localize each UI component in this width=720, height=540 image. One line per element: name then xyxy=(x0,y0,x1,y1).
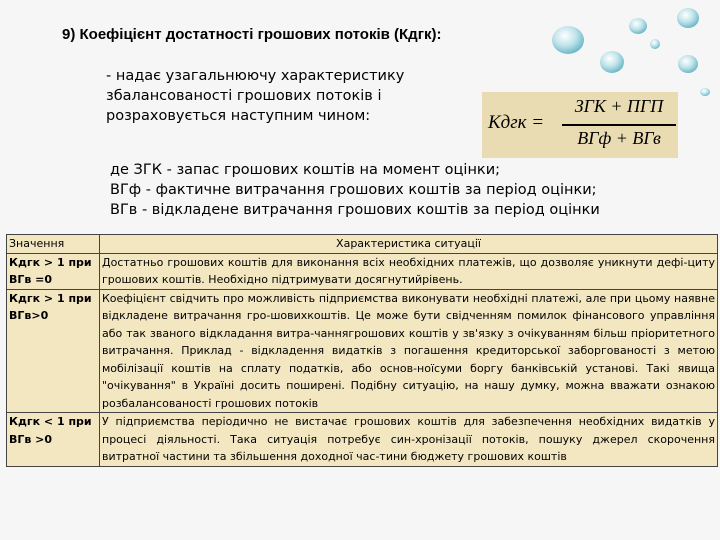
definition-item: ВГф - фактичне витрачання грошових коштів за період оцінки; xyxy=(110,182,597,198)
row-description: У підприємства періодично не вистачає грошових коштів для забезпечення необхідних видатків у процесі діяльності. Така ситуація потребує син-хронізації потоків, пошуку джерел скорочення витратної частини та збільшення доходної час-тини бюджету грошових коштів xyxy=(100,413,718,467)
intro-text: - надає узагальнюючу характеристику збалансованості грошових потоків і розраховується наступним чином: xyxy=(106,68,405,124)
table-row xyxy=(7,289,718,413)
row-condition: Кдгк > 1 при ВГв =0 xyxy=(7,253,100,289)
header-characteristic: Характеристика ситуації xyxy=(100,235,718,254)
water-drop xyxy=(700,88,710,96)
water-drop xyxy=(552,26,584,54)
row-description: Коефіцієнт свідчить про можливість підприємства виконувати необхідні платежі, але при цьому наявне відкладене витрачання гро-шовихкоштів. Це може бути свідченням помилок фінансового управління або так званого відкладання витра-чаннягрошових коштів у зв'язку з очікуванням більш пріоритетного витрачання. Приклад - відкладення видатків з погашення кредиторської заборгованості з метою мобілізації коштів на сплату податків, або основ-ноїсуми боргу банківській установі. Такі явища "очікування" в Україні досить поширені. Подібну ситуацію, на нашу думку, можна вважати ознакою розбалансованості грошових потоків xyxy=(100,289,718,413)
definitions-list xyxy=(110,160,710,220)
row-description: Достатньо грошових коштів для виконання всіх необхідних платежів, що дозволяє уникнути дефі-циту грошових коштів. Необхідно підтримувати досягнутийрівень. xyxy=(100,253,718,289)
table-row xyxy=(7,413,718,467)
formula-denominator: ВГф + ВГв xyxy=(577,128,661,148)
table-header-row xyxy=(7,235,718,254)
row-condition: Кдгк > 1 при ВГв>0 xyxy=(7,289,100,413)
slide-title: 9) Коефіцієнт достатності грошових потоків (Кдгк): xyxy=(62,26,442,43)
definition-item: ВГв - відкладене витрачання грошових коштів за період оцінки xyxy=(110,202,600,218)
formula-box xyxy=(482,92,678,158)
row-condition: Кдгк < 1 при ВГв >0 xyxy=(7,413,100,467)
water-drop xyxy=(600,51,624,73)
table-row xyxy=(7,253,718,289)
definition-item: де ЗГК - запас грошових коштів на момент оцінки; xyxy=(110,162,500,178)
water-drop xyxy=(629,18,647,34)
formula-lhs: Кдгк = xyxy=(488,112,545,133)
water-drop xyxy=(678,55,698,73)
situations-table xyxy=(6,234,718,467)
formula-numerator: ЗГК + ПГП xyxy=(574,96,664,116)
fraction-bar xyxy=(562,124,676,126)
water-drop xyxy=(650,39,660,49)
water-drop xyxy=(677,8,699,28)
header-value: Значення xyxy=(7,235,100,254)
